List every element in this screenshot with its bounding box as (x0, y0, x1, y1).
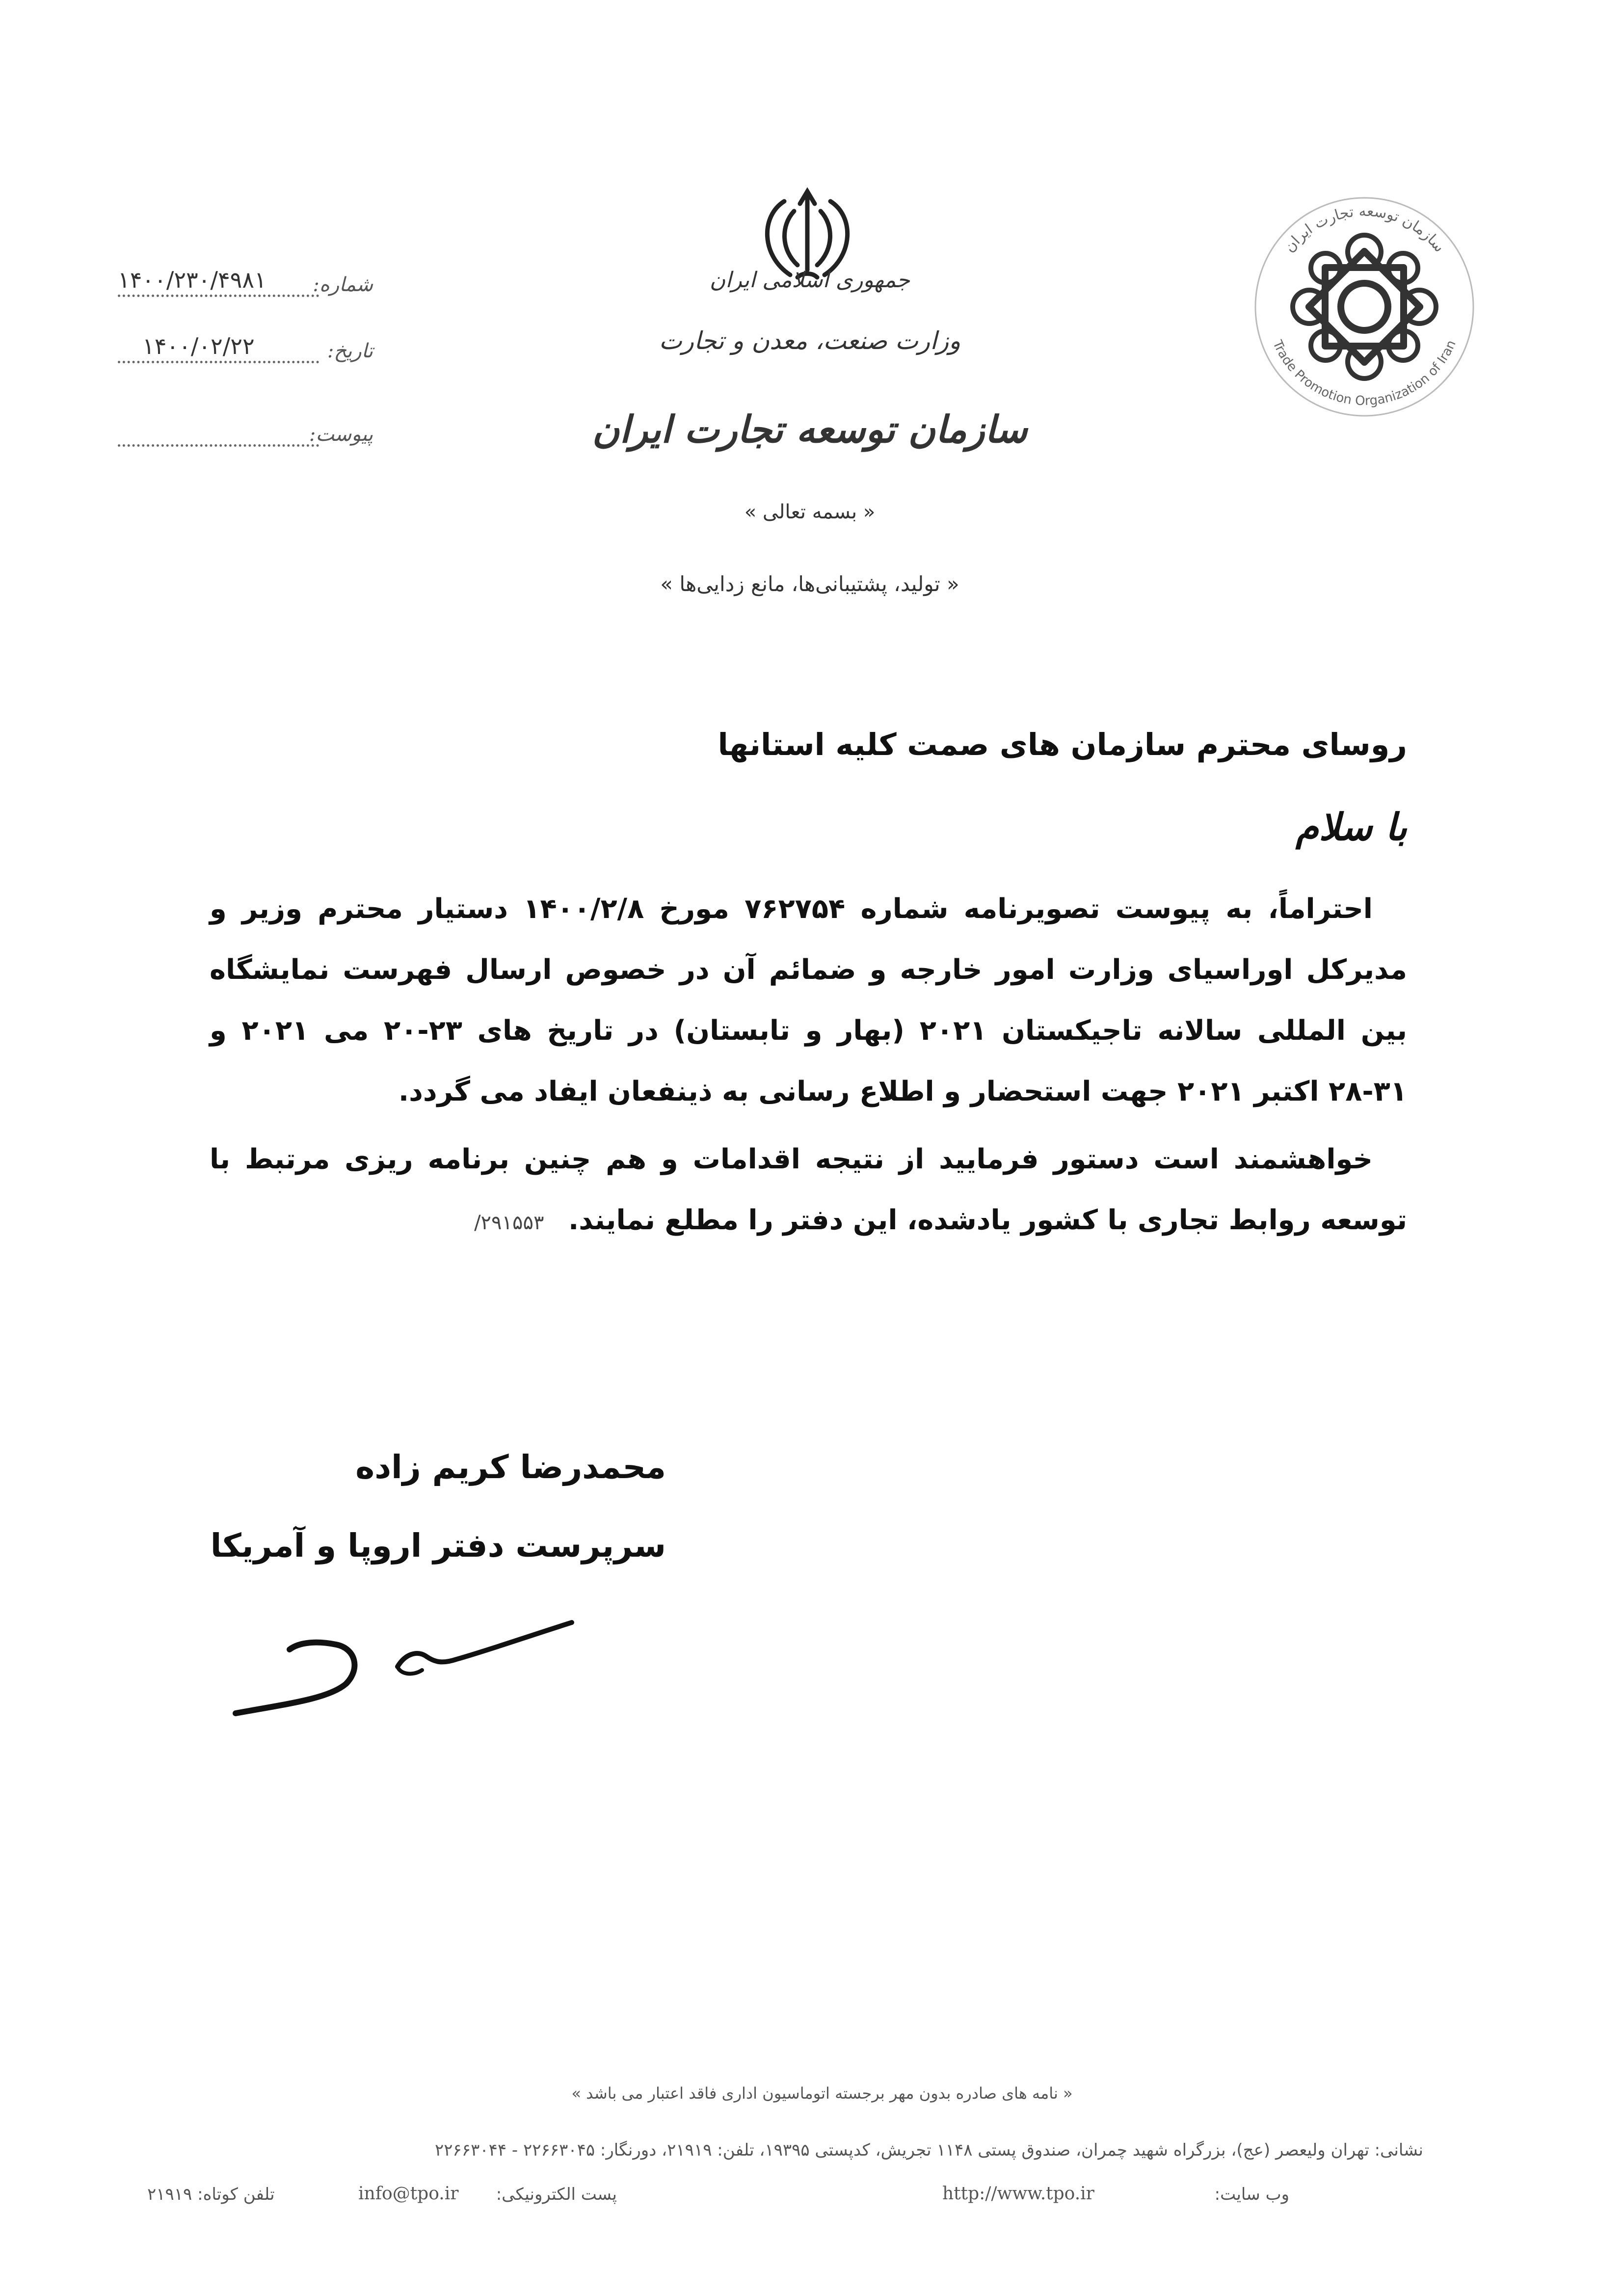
footer-email[interactable]: info@tpo.ir (358, 2184, 459, 2204)
organization-title: سازمان توسعه تجارت ایران (592, 407, 1028, 451)
body-paragraph-1 (210, 879, 1407, 1122)
signer-name: محمدرضا کریم زاده (355, 1448, 666, 1486)
bismillah: « بسمه تعالی » (744, 501, 876, 523)
body-paragraph-1-text: احتراماً، به پیوست تصویرنامه شماره ۷۶۲۷۵۴ مورخ ۱۴۰۰/۲/۸ دستیار محترم وزیر و مدیرکل اوراسیای وزارت امور خارجه و ضمائم آن در خصوص ارسال فهرست نمایشگاه بین المللی سالانه تاجیکستان ۲۰۲۱ (بهار و تابستان) در تاریخ های ۲۳-۲۰ می ۲۰۲۱ و ۳۱-۲۸ اکتبر ۲۰۲۱ جهت استحضار و اطلاع رسانی به ذینفعان ایفاد می گردد. (210, 893, 1407, 1107)
greeting: با سلام (1296, 805, 1407, 849)
letter-number-value: ۱۴۰۰/۲۳۰/۴۹۸۱ (118, 267, 266, 293)
logo-ring-persian: سازمان توسعه تجارت ایران (1280, 202, 1448, 256)
letter-reference-number: ۲۹۱۵۵۳/ (474, 1212, 544, 1234)
logo-ring-english: Trade Promotion Organization of Iran (1270, 338, 1459, 409)
attachment-field (118, 407, 373, 447)
svg-text:سازمان توسعه تجارت ایران (1281, 203, 1448, 256)
letter-date-dotline (118, 361, 319, 363)
letter-number-dotline (118, 295, 319, 297)
handwritten-signature (226, 1615, 579, 1718)
letter-number-field (118, 258, 373, 297)
attachment-label: پیوست: (309, 423, 373, 446)
year-slogan: « تولید، پشتیبانی‌ها، مانع زدایی‌ها » (660, 572, 959, 596)
republic-title: جمهوری اسلامی ایران (709, 268, 910, 293)
body-paragraph-2 (210, 1129, 1407, 1253)
letter-date-label: تاریخ: (327, 340, 373, 362)
footer-notice: « نامه های صادره بدون مهر برجسته اتوماسیون اداری فاقد اعتبار می باشد » (571, 2084, 1073, 2103)
body-paragraph-2-text: خواهشمند است دستور فرمایید از نتیجه اقدامات و هم چنین برنامه ریزی مرتبط با توسعه روابط تجاری با کشور یادشده، این دفتر را مطلع نمایند. (210, 1143, 1407, 1236)
ministry-title: وزارت صنعت، معدن و تجارت (659, 326, 961, 355)
footer-website[interactable]: http://www.tpo.ir (942, 2184, 1094, 2204)
letter-date-field (118, 324, 373, 363)
footer-short-phone: تلفن کوتاه: ۲۱۹۱۹ (147, 2185, 275, 2204)
letter-date-value: ۱۴۰۰/۰۲/۲۲ (142, 333, 255, 359)
tpo-logo (1247, 189, 1482, 425)
footer-email-label: پست الکترونیکی: (496, 2185, 617, 2204)
attachment-dotline (118, 444, 319, 447)
recipient-line: روسای محترم سازمان های صمت کلیه استانها (718, 727, 1407, 762)
letter-number-label: شماره: (313, 273, 373, 296)
signer-title: سرپرست دفتر اروپا و آمریکا (210, 1527, 666, 1565)
footer-website-label: وب سایت: (1214, 2185, 1289, 2204)
footer-address: نشانی: تهران ولیعصر (عج)، بزرگراه شهید چمران، صندوق پستی ۱۱۴۸ تجریش، کدپستی ۱۹۳۹۵، تلفن: ۲۱۹۱۹، دورنگار: ۲۲۶۶۳۰۴۵ - ۲۲۶۶۳۰۴۴ (435, 2140, 1423, 2160)
